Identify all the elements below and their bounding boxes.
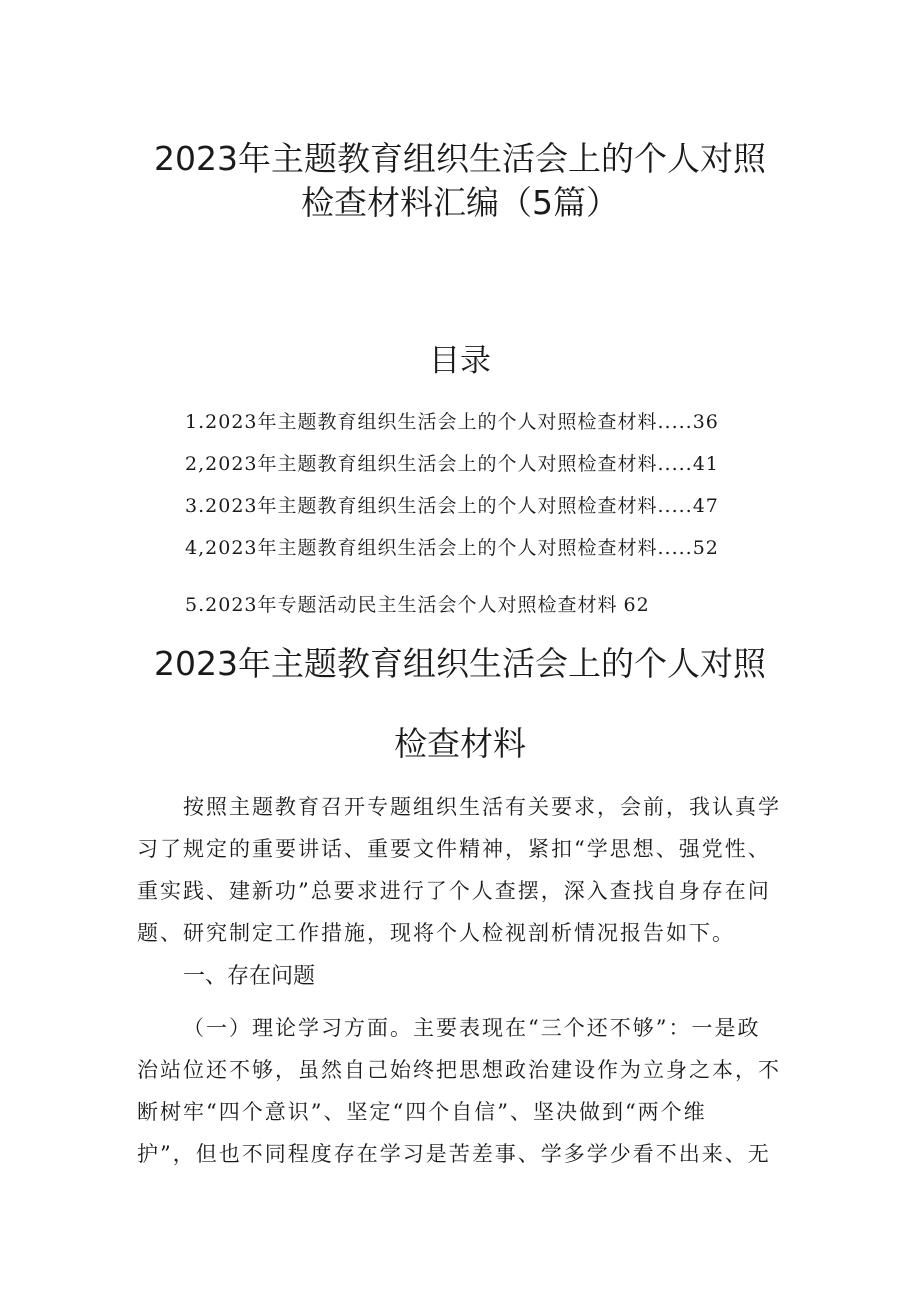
toc-item-1[interactable] bbox=[185, 408, 719, 436]
intro-paragraph-line-3: 重实践、建新功”总要求进行了个人查摆，深入查找自身存在问 bbox=[137, 879, 771, 903]
toc-item-number: 2, bbox=[185, 453, 206, 475]
toc-item-number: 5. bbox=[185, 594, 206, 616]
section1-paragraph-line-4: 护”，但也不同程度存在学习是苦差事、学多学少看不出来、无 bbox=[137, 1142, 771, 1166]
article-title-line-1: 2023年主题教育组织生活会上的个人对照 bbox=[154, 644, 766, 683]
section1-paragraph-line-1: （一）理论学习方面。主要表现在“三个还不够”：一是政 bbox=[183, 1016, 761, 1040]
intro-paragraph-line-4: 题、研究制定工作措施，现将个人检视剖析情况报告如下。 bbox=[137, 921, 735, 945]
toc-item-page: 62 bbox=[623, 594, 650, 616]
toc-item-number: 3. bbox=[185, 495, 206, 517]
toc-item-2[interactable] bbox=[185, 450, 719, 478]
toc-item-leader: ..... bbox=[657, 411, 693, 433]
toc-item-page: 52 bbox=[692, 537, 719, 559]
toc-item-3[interactable] bbox=[185, 492, 719, 520]
toc-item-leader: ..... bbox=[657, 453, 693, 475]
toc-item-text: 2023年主题教育组织生活会上的个人对照检查材料 bbox=[205, 495, 658, 517]
toc-item-page: 41 bbox=[692, 453, 719, 475]
toc-item-text: 2023年主题教育组织生活会上的个人对照检查材料 bbox=[205, 537, 658, 559]
toc-item-text: 2023年主题教育组织生活会上的个人对照检查材料 bbox=[205, 453, 658, 475]
toc-item-number: 1. bbox=[185, 411, 206, 433]
toc-item-leader: ..... bbox=[657, 495, 693, 517]
main-title-line-1: 2023年主题教育组织生活会上的个人对照 bbox=[154, 139, 766, 178]
article-title-line-2: 检查材料 bbox=[394, 724, 526, 763]
section-heading-existing-problems: 一、存在问题 bbox=[183, 964, 316, 989]
main-title-line-2: 检查材料汇编（5篇） bbox=[301, 183, 619, 222]
toc-item-number: 4, bbox=[185, 537, 206, 559]
toc-item-text: 2023年主题教育组织生活会上的个人对照检查材料 bbox=[205, 411, 658, 433]
section1-paragraph-line-2: 治站位还不够，虽然自己始终把思想政治建设作为立身之本，不 bbox=[137, 1058, 781, 1082]
toc-item-text: 2023年专题活动民主生活会个人对照检查材料 bbox=[205, 594, 618, 616]
toc-item-page: 47 bbox=[692, 495, 719, 517]
toc-item-leader: ..... bbox=[657, 537, 693, 559]
section1-paragraph-line-3: 断树牢“四个意识”、坚定“四个自信”、坚决做到“两个维 bbox=[137, 1100, 707, 1124]
toc-item-page: 36 bbox=[692, 411, 719, 433]
toc-heading: 目录 bbox=[429, 343, 491, 379]
intro-paragraph-line-2: 习了规定的重要讲话、重要文件精神，紧扣“学思想、强党性、 bbox=[137, 837, 771, 861]
toc-item-5[interactable] bbox=[185, 591, 650, 619]
toc-item-4[interactable] bbox=[185, 534, 719, 562]
intro-paragraph-line-1: 按照主题教育召开专题组织生活有关要求，会前，我认真学 bbox=[183, 795, 781, 819]
